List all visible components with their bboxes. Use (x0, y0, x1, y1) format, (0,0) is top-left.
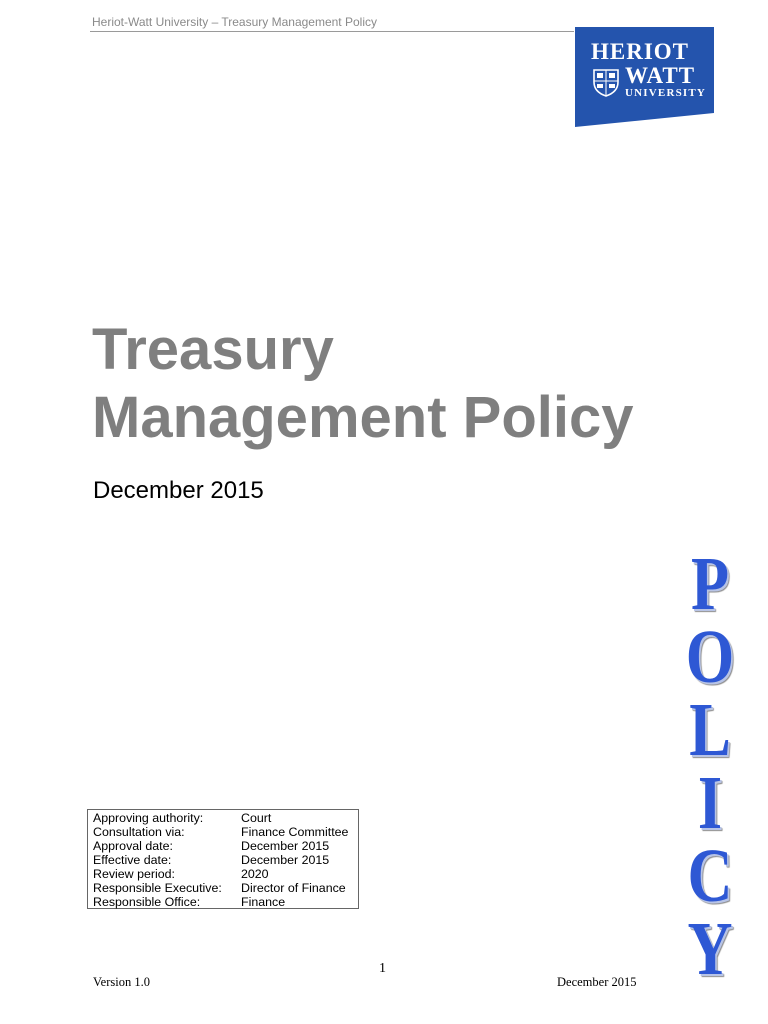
info-label: Consultation via: (93, 825, 185, 839)
info-value: Director of Finance (241, 881, 346, 895)
info-value: Finance (241, 895, 286, 909)
info-row (93, 867, 358, 881)
running-header: Heriot-Watt University – Treasury Management Policy (92, 15, 377, 29)
info-row (93, 895, 358, 909)
crest-icon (591, 67, 621, 97)
info-label: Effective date: (93, 853, 172, 867)
logo-word-university: UNIVERSITY (625, 87, 707, 99)
info-label: Responsible Office: (93, 895, 201, 909)
document-date: December 2015 (93, 477, 264, 504)
vertical-letter: C (687, 834, 733, 918)
info-label: Review period: (93, 867, 175, 881)
info-row (93, 839, 358, 853)
footer-version: Version 1.0 (93, 975, 150, 989)
info-row (93, 853, 358, 867)
info-value: Finance Committee (241, 825, 349, 839)
vertical-letter: P (690, 542, 730, 626)
logo-word-watt: WATT (625, 63, 696, 88)
info-label: Responsible Executive: (93, 881, 222, 895)
info-value: December 2015 (241, 853, 330, 867)
footer-date: December 2015 (557, 975, 637, 989)
info-value: Court (241, 811, 272, 825)
info-row (93, 881, 358, 895)
info-value: 2020 (241, 867, 269, 881)
vertical-letter: Y (687, 907, 733, 991)
info-label: Approving authority: (93, 811, 204, 825)
header-divider (90, 31, 574, 32)
policy-info-table (87, 809, 359, 909)
logo-word-heriot: HERIOT (591, 39, 690, 64)
document-title (92, 316, 633, 452)
vertical-letter: L (689, 688, 731, 772)
info-value: December 2015 (241, 839, 330, 853)
university-logo (575, 27, 714, 127)
vertical-letter: I (697, 761, 723, 845)
vertical-policy-word (670, 542, 750, 991)
info-row (93, 811, 358, 825)
title-line-2: Management Policy (92, 385, 634, 450)
page-number: 1 (379, 961, 386, 976)
info-row (93, 825, 358, 839)
info-label: Approval date: (93, 839, 173, 853)
vertical-letter: O (685, 615, 735, 699)
title-line-1: Treasury (92, 317, 334, 382)
